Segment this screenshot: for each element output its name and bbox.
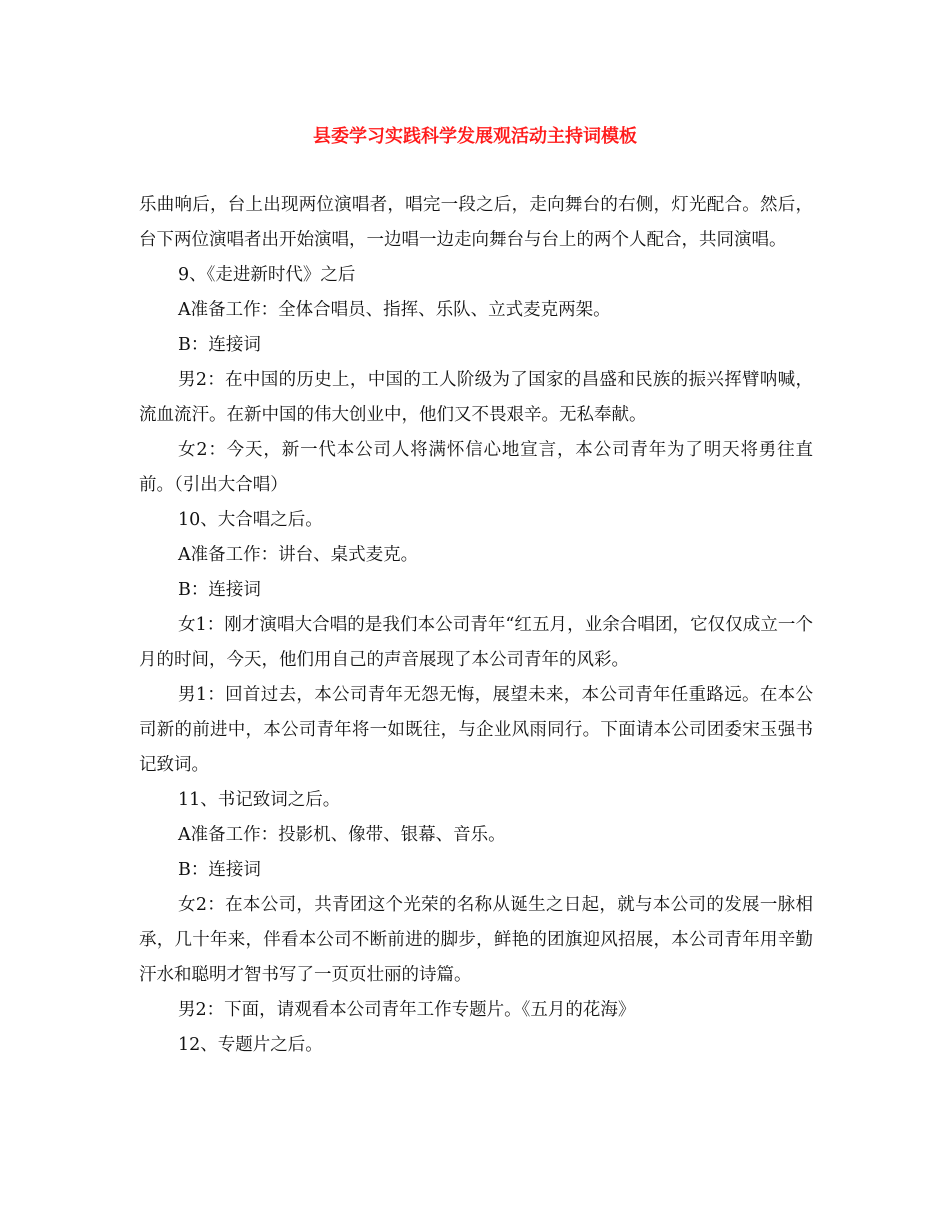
paragraph: 男2：下面，请观看本公司青年工作专题片。《五月的花海》: [178, 1000, 636, 1020]
paragraph: 男1：回首过去，本公司青年无怨无悔，展望未来，本公司青年任重路远。在本公司新的前进中，本公司青年将一如既往，与企业风雨同行。下面请本公司团委宋玉强书记致词。: [139, 685, 813, 775]
paragraph: 女2：今天，新一代本公司人将满怀信心地宣言，本公司青年为了明天将勇往直前。（引出大合唱）: [139, 440, 813, 495]
paragraph: 女1：刚才演唱大合唱的是我们本公司青年“红五月，业余合唱团，它仅仅成立一个月的时间，今天，他们用自己的声音展现了本公司青年的风彩。: [139, 615, 813, 670]
paragraph: 男2：在中国的历史上，中国的工人阶级为了国家的昌盛和民族的振兴挥臂呐喊，流血流汗。在新中国的伟大创业中，他们又不畏艰辛。无私奉献。: [139, 370, 813, 425]
paragraph: 12、专题片之后。: [178, 1035, 323, 1055]
paragraph: 9、《走进新时代》之后: [178, 265, 356, 285]
paragraph: B：连接词: [178, 580, 261, 600]
paragraph: A准备工作：投影机、像带、银幕、音乐。: [178, 825, 506, 845]
paragraph: B：连接词: [178, 335, 261, 355]
paragraph: A准备工作：讲台、桌式麦克。: [178, 545, 419, 565]
document-title: 县委学习实践科学发展观活动主持词模板: [313, 126, 637, 147]
paragraph: 10、大合唱之后。: [178, 510, 323, 530]
paragraph: 女2：在本公司，共青团这个光荣的名称从诞生之日起，就与本公司的发展一脉相承，几十年来，伴看本公司不断前进的脚步，鲜艳的团旗迎风招展，本公司青年用辛勤汗水和聪明才智书写了一页页壮丽的诗篇。: [139, 895, 813, 985]
paragraph: 11、书记致词之后。: [178, 790, 341, 810]
paragraph: 乐曲响后，台上出现两位演唱者，唱完一段之后，走向舞台的右侧，灯光配合。然后，台下两位演唱者出开始演唱，一边唱一边走向舞台与台上的两个人配合，共同演唱。: [139, 195, 813, 250]
document-body: [139, 188, 813, 1063]
paragraph: B：连接词: [178, 860, 261, 880]
paragraph: A准备工作：全体合唱员、指挥、乐队、立式麦克两架。: [178, 300, 611, 320]
